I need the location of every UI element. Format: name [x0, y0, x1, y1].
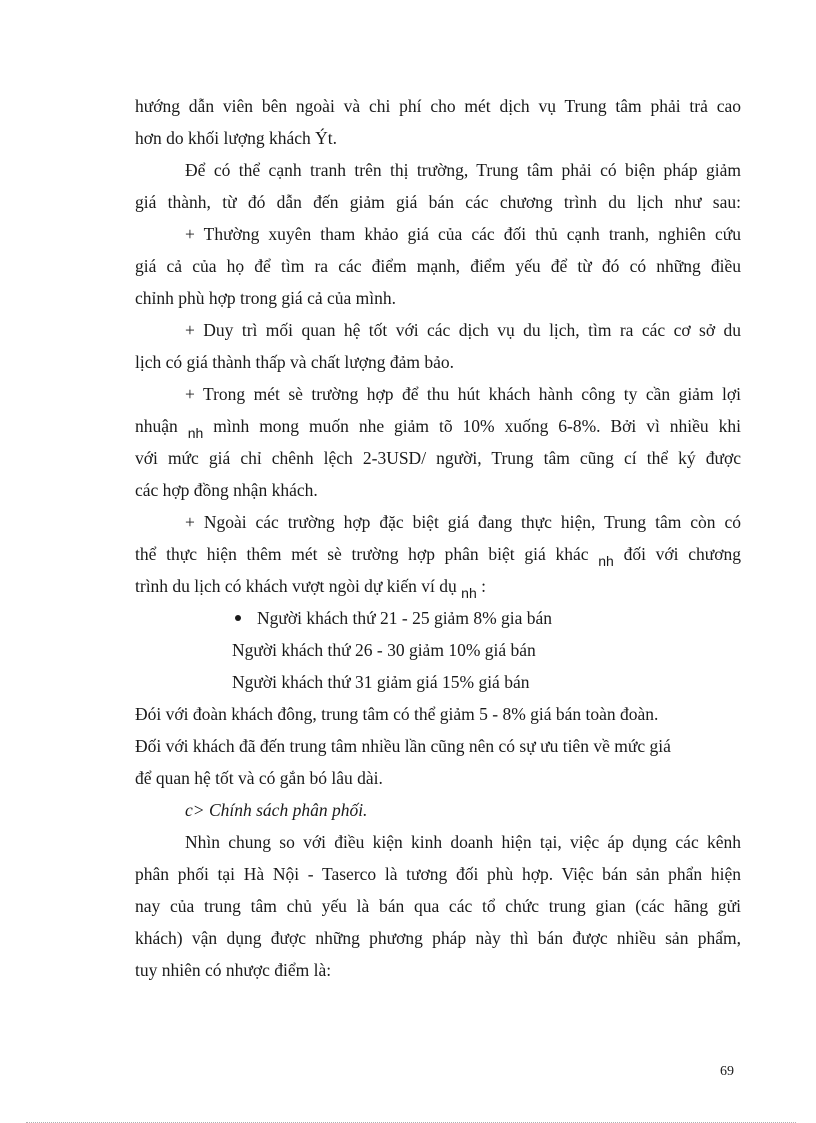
text-line: giá thành, từ đó dẫn đến giảm giá bán các chương trình du lịch như sau: [135, 192, 741, 212]
text-line: để quan hệ tốt và có gắn bó lâu dài. [135, 768, 383, 788]
bullet-dot-icon [235, 615, 241, 621]
subscript-abbrev: nh [598, 553, 614, 569]
section-heading: c> Chính sách phân phối. [185, 800, 368, 820]
text-line: Đối với khách đã đến trung tâm nhiều lần cũng nên có sự ưu tiên về mức giá [135, 736, 671, 756]
text-line: phân phối tại Hà Nội - Taserco là tương đối phù hợp. Việc bán sản phẩn hiện [135, 864, 741, 884]
list-line: Người khách thứ 31 giảm giá 15% giá bán [232, 672, 530, 692]
subscript-abbrev: nh [187, 425, 204, 441]
text-line: chỉnh phù hợp trong giá cả của mình. [135, 288, 396, 308]
bullet-text: Người khách thứ 21 - 25 giảm 8% gia bán [257, 608, 553, 628]
text-run: : [481, 576, 486, 596]
text-line: + Thường xuyên tham khảo giá của các đối thủ cạnh tranh, nghiên cứu [185, 224, 741, 244]
text-line [135, 410, 741, 442]
text-line [135, 538, 741, 570]
text-line: với mức giá chỉ chênh lệch 2-3USD/ người, Trung tâm cũng cí thể ký được [135, 448, 741, 468]
text-line: hơn do khối lượng khách Ýt. [135, 128, 338, 148]
text-run: mình mong muốn nhe giảm tõ 10% xuống 6-8%. Bởi vì nhiều khi [213, 416, 741, 436]
text-run: nhuận [135, 416, 178, 436]
text-line: nay của trung tâm chủ yếu là bán qua các tổ chức trung gian (các hãng gửi [135, 896, 741, 916]
text-line: Để có thể cạnh tranh trên thị trường, Trung tâm phải có biện pháp giảm [185, 160, 741, 180]
subscript-abbrev: nh [461, 585, 477, 601]
text-run: thể thực hiện thêm mét sè trường hợp phân biệt giá khác [135, 544, 589, 564]
text-line [135, 570, 741, 602]
text-line: tuy nhiên có nhược điểm là: [135, 960, 332, 980]
text-line: khách) vận dụng được những phương pháp này thì bán được nhiều sản phẩm, [135, 928, 741, 948]
body-text [135, 90, 741, 986]
text-line: Đói với đoàn khách đông, trung tâm có thể giảm 5 - 8% giá bán toàn đoàn. [135, 704, 659, 724]
text-line: lịch có giá thành thấp và chất lượng đảm bảo. [135, 352, 455, 372]
text-line: + Ngoài các trường hợp đặc biệt giá đang thực hiện, Trung tâm còn có [185, 512, 741, 532]
text-line: Nhìn chung so với điều kiện kinh doanh hiện tại, việc áp dụng các kênh [185, 832, 741, 852]
list-line: Người khách thứ 26 - 30 giảm 10% giá bán [232, 640, 536, 660]
text-line: + Duy trì mối quan hệ tốt với các dịch vụ du lịch, tìm ra các cơ sở du [185, 320, 741, 340]
bullet-item [135, 602, 741, 634]
text-run: đối với chương [623, 544, 741, 564]
page-number: 69 [720, 1064, 734, 1079]
text-line: + Trong mét sè trường hợp để thu hút khách hành công ty cần giảm lợi [185, 384, 741, 404]
text-line: hướng dẫn viên bên ngoài và chi phí cho mét dịch vụ Trung tâm phải trả cao [135, 96, 741, 116]
text-line: giá cả của họ để tìm ra các điểm mạnh, điểm yếu để từ đó có những điều [135, 256, 741, 276]
text-line: các hợp đồng nhận khách. [135, 480, 318, 500]
text-run: trình du lịch có khách vượt ngòi dự kiến ví dụ [135, 576, 457, 596]
